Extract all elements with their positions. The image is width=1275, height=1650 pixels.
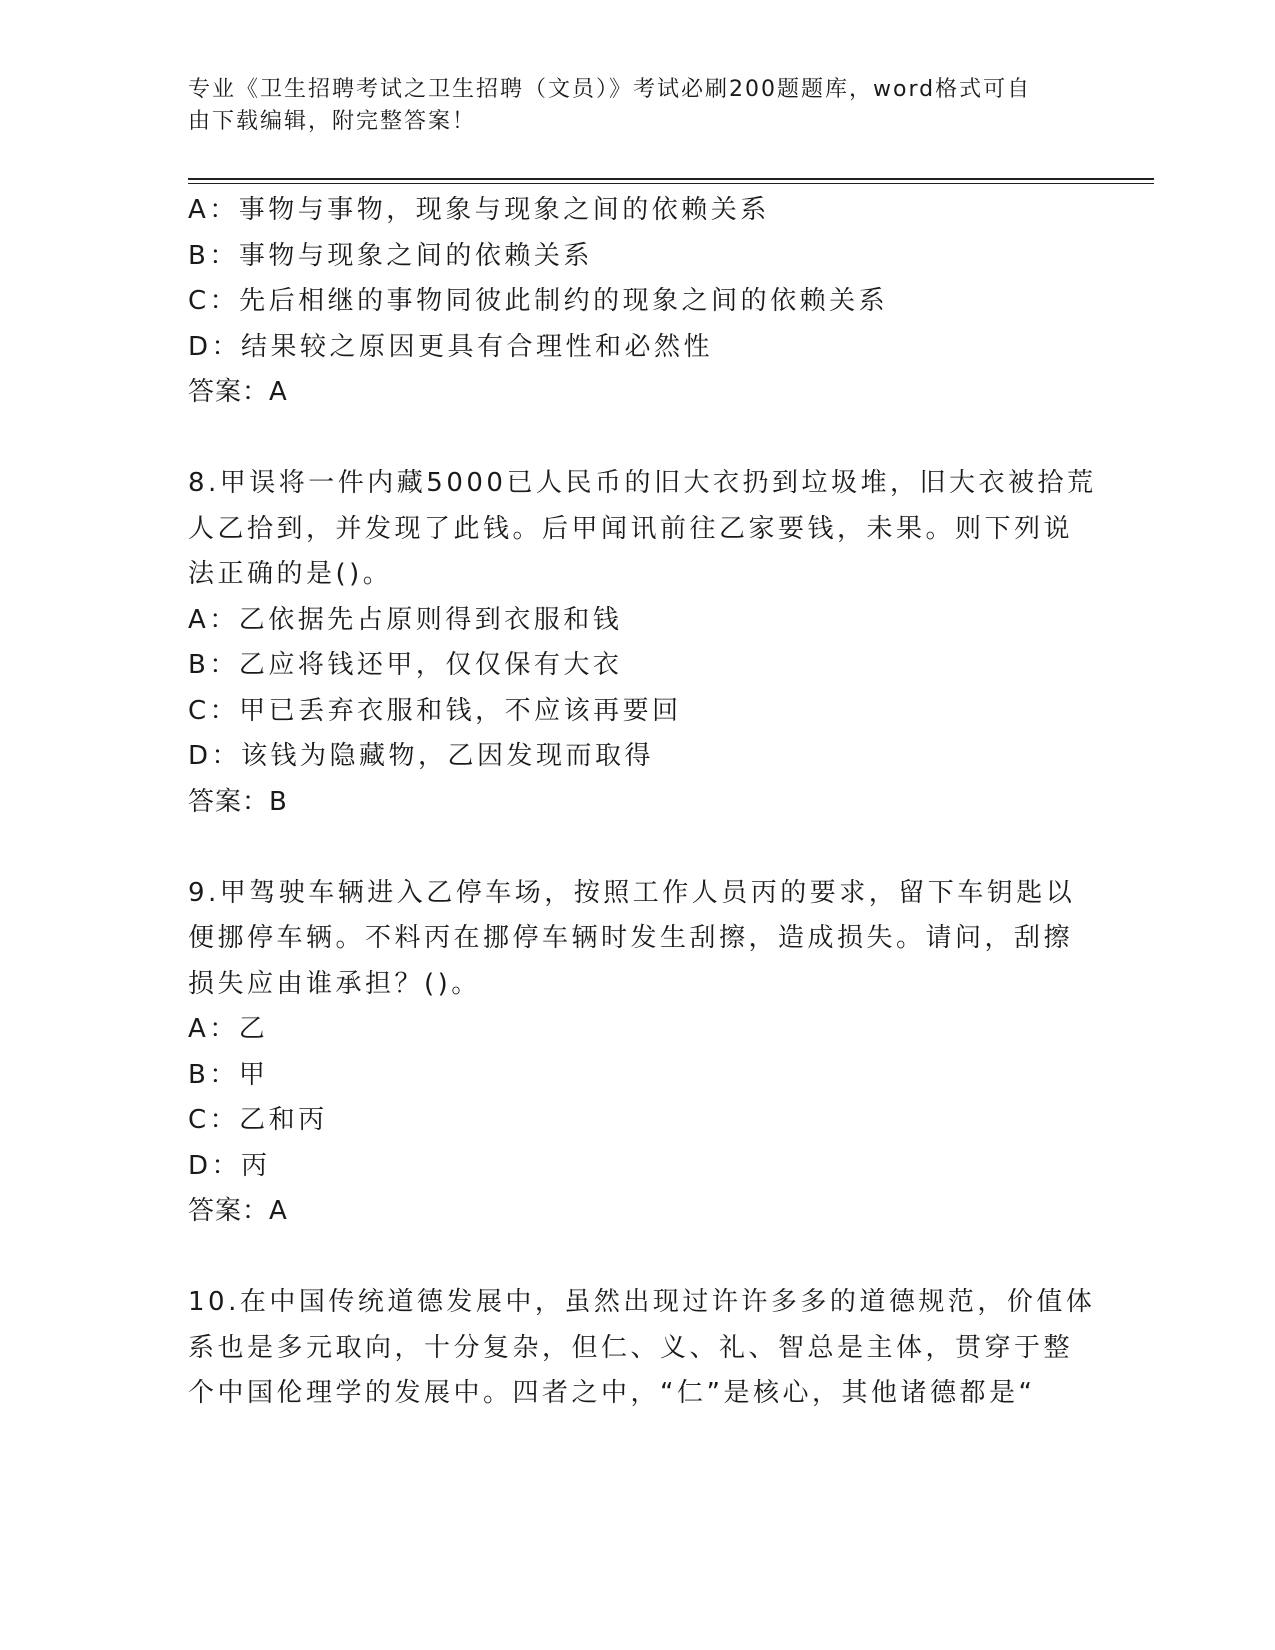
option-d: D：该钱为隐藏物，乙因发现而取得 — [188, 741, 655, 771]
question-block — [188, 1280, 1096, 1417]
question-text-line: 便挪停车辆。不料丙在挪停车辆时发生刮擦，造成损失。请问，刮擦 — [188, 923, 1074, 953]
question-list — [188, 188, 1097, 1417]
header-divider-thin — [188, 183, 1154, 184]
question-text-line: 9.甲驾驶车辆进入乙停车场，按照工作人员丙的要求，留下车钥匙以 — [188, 877, 1076, 908]
option-c: C：先后相继的事物同彼此制约的现象之间的依赖关系 — [188, 286, 889, 316]
answer-line: 答案：B — [188, 786, 288, 817]
option-d: D：结果较之原因更具有合理性和必然性 — [188, 331, 714, 362]
answer-line: 答案：A — [188, 377, 288, 407]
question-text-line: 人乙拾到，并发现了此钱。后甲闻讯前往乙家要钱，未果。则下列说 — [188, 513, 1074, 544]
question-block — [188, 871, 1088, 1235]
spacer — [188, 416, 1088, 462]
document-header — [188, 74, 1068, 138]
spacer — [188, 1235, 1088, 1281]
question-text-line: 8.甲误将一件内藏5000已人民币的旧大衣扔到垃圾堆，旧大衣被拾荒 — [188, 468, 1097, 498]
option-b: B：事物与现象之间的依赖关系 — [188, 240, 593, 271]
header-divider-thick — [188, 178, 1154, 180]
option-c: C：乙和丙 — [188, 1105, 328, 1135]
spacer — [188, 825, 1088, 871]
option-a: A：乙 — [188, 1014, 269, 1044]
option-d: D：丙 — [188, 1150, 271, 1181]
question-text-line: 损失应由谁承担？()。 — [188, 968, 481, 999]
question-text-line: 个中国伦理学的发展中。四者之中，“仁”是核心，其他诸德都是“ — [188, 1378, 1036, 1408]
option-a: A：事物与事物，现象与现象之间的依赖关系 — [188, 195, 770, 225]
option-b: B：乙应将钱还甲，仅仅保有大衣 — [188, 650, 623, 680]
question-text-line: 法正确的是()。 — [188, 559, 393, 589]
question-text-line: 10.在中国传统道德发展中，虽然出现过许许多多的道德规范，价值体 — [188, 1287, 1096, 1317]
option-c: C：甲已丢弃衣服和钱，不应该再要回 — [188, 695, 682, 726]
question-block — [188, 188, 1088, 416]
answer-line: 答案：A — [188, 1196, 288, 1226]
option-b: B：甲 — [188, 1059, 269, 1090]
question-block — [188, 461, 1097, 825]
question-text-line: 系也是多元取向，十分复杂，但仁、义、礼、智总是主体，贯穿于整 — [188, 1332, 1074, 1363]
option-a: A：乙依据先占原则得到衣服和钱 — [188, 604, 623, 635]
header-line-1: 专业《卫生招聘考试之卫生招聘（文员）》考试必刷200题题库，word格式可自 — [188, 77, 1032, 102]
header-line-2: 由下载编辑，附完整答案！ — [188, 109, 477, 134]
